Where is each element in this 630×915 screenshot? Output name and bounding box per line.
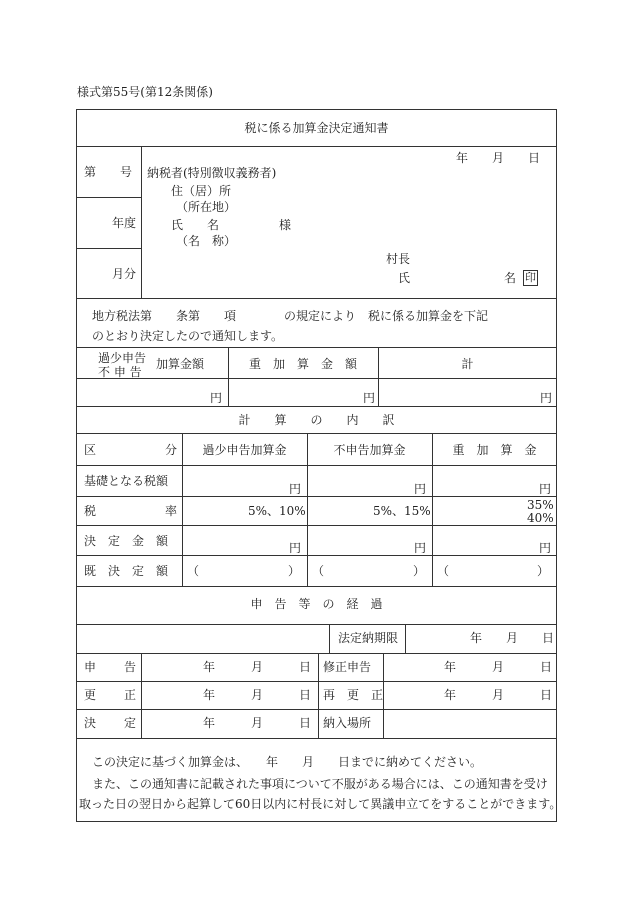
number-label: 第 号 bbox=[84, 165, 133, 179]
divider bbox=[141, 146, 142, 298]
re-correction-date: 年 月 日 bbox=[444, 688, 553, 702]
report-label-b: 告 bbox=[124, 660, 137, 674]
name-sub-label: （名 称） bbox=[176, 234, 237, 248]
correction-label-a: 更 bbox=[84, 688, 97, 702]
paren-open: （ bbox=[437, 564, 450, 578]
category-label-b: 分 bbox=[165, 443, 178, 457]
divider bbox=[76, 681, 557, 682]
seal-stamp: 印 bbox=[525, 271, 536, 284]
heavy-penalty-header: 重 加 算 金 bbox=[452, 443, 537, 457]
divider bbox=[76, 146, 557, 147]
divider bbox=[76, 496, 557, 497]
report-label-a: 申 bbox=[84, 660, 97, 674]
month-label: 月分 bbox=[112, 267, 137, 281]
yen-unit: 円 bbox=[289, 482, 302, 496]
divider bbox=[76, 347, 557, 348]
divider bbox=[378, 347, 379, 406]
rate-label-a: 税 bbox=[84, 504, 97, 518]
address-sub-label: （所在地） bbox=[176, 200, 237, 214]
fiscal-year-label: 年度 bbox=[112, 216, 137, 230]
non-report-penalty-header: 不申告加算金 bbox=[333, 443, 406, 457]
divider bbox=[76, 624, 557, 625]
divider bbox=[76, 525, 557, 526]
notice-line-2: のとおり決定したので通知します。 bbox=[92, 329, 284, 343]
paren-close: ） bbox=[288, 564, 301, 578]
decision-label-b: 定 bbox=[124, 716, 137, 730]
yen-unit: 円 bbox=[539, 482, 552, 496]
divider bbox=[76, 709, 557, 710]
name-label: 氏 名 bbox=[171, 218, 220, 232]
paren-open: （ bbox=[312, 564, 325, 578]
category-label-a: 区 bbox=[84, 443, 97, 457]
sign-mei-label: 名 bbox=[504, 271, 517, 285]
heavy-rate-1: 35% bbox=[527, 498, 554, 512]
notice-line-1: 地方税法第 条第 項 の規定により 税に係る加算金を下記 bbox=[92, 309, 489, 323]
footer-line-2: また、この通知書に記載された事項について不服がある場合には、この通知書を受け bbox=[92, 777, 548, 791]
total-label: 計 bbox=[461, 357, 474, 371]
breakdown-title: 計 算 の 内 訳 bbox=[238, 413, 395, 427]
address-label: 住（居）所 bbox=[171, 184, 232, 198]
divider bbox=[76, 298, 557, 299]
decision-date: 年 月 日 bbox=[203, 716, 312, 730]
rate-label-b: 率 bbox=[165, 504, 178, 518]
divider bbox=[76, 653, 557, 654]
form-title: 税に係る加算金決定通知書 bbox=[244, 121, 389, 135]
under-report-rate: 5%、10% bbox=[248, 504, 306, 518]
divider bbox=[76, 738, 557, 739]
paren-close: ） bbox=[537, 564, 550, 578]
amended-report-label: 修正申告 bbox=[323, 660, 372, 674]
divider bbox=[329, 624, 330, 653]
deadline-label: 法定納期限 bbox=[338, 631, 399, 645]
divider bbox=[383, 653, 384, 738]
sign-name-label: 氏 bbox=[398, 271, 411, 285]
yen-unit: 円 bbox=[414, 541, 427, 555]
divider bbox=[76, 465, 557, 466]
yen-unit: 円 bbox=[363, 391, 376, 405]
taxpayer-label: 納税者(特別徴収義務者) bbox=[147, 166, 277, 180]
non-report-label: 不 申 告 bbox=[98, 365, 142, 379]
yen-unit: 円 bbox=[210, 391, 223, 405]
history-title: 申 告 等 の 経 過 bbox=[250, 597, 383, 611]
divider bbox=[76, 406, 557, 407]
divider bbox=[76, 248, 141, 249]
yen-unit: 円 bbox=[540, 391, 553, 405]
payment-place-label: 納入場所 bbox=[323, 716, 372, 730]
amended-report-date: 年 月 日 bbox=[444, 660, 553, 674]
divider bbox=[405, 624, 406, 653]
correction-date: 年 月 日 bbox=[203, 688, 312, 702]
report-date: 年 月 日 bbox=[203, 660, 312, 674]
village-head-label: 村長 bbox=[386, 252, 411, 266]
divider bbox=[76, 555, 557, 556]
divider bbox=[141, 653, 142, 738]
heavy-penalty-amount-label: 重 加 算 金 額 bbox=[248, 357, 357, 371]
honorific: 様 bbox=[279, 218, 292, 232]
footer-line-1: この決定に基づく加算金は、 年 月 日までに納めてください。 bbox=[92, 755, 483, 769]
divider bbox=[76, 586, 557, 587]
issue-date: 年 月 日 bbox=[456, 151, 541, 165]
correction-label-b: 正 bbox=[124, 688, 137, 702]
yen-unit: 円 bbox=[414, 482, 427, 496]
re-correction-label: 再 更 正 bbox=[323, 688, 384, 702]
non-report-rate: 5%、15% bbox=[373, 504, 431, 518]
yen-unit: 円 bbox=[289, 541, 302, 555]
paren-open: （ bbox=[187, 564, 200, 578]
divider bbox=[318, 653, 319, 738]
decision-label-a: 決 bbox=[84, 716, 97, 730]
under-report-label: 過少申告 bbox=[98, 351, 147, 365]
decided-amount-label: 決 定 金 額 bbox=[84, 534, 169, 548]
heavy-rate-2: 40% bbox=[527, 511, 554, 525]
base-tax-label: 基礎となる税額 bbox=[84, 474, 169, 488]
footer-line-3: 取った日の翌日から起算して60日以内に村長に対して異議申立てをすることができます。 bbox=[79, 797, 562, 811]
yen-unit: 円 bbox=[539, 541, 552, 555]
divider bbox=[76, 378, 557, 379]
divider bbox=[228, 347, 229, 406]
paren-close: ） bbox=[413, 564, 426, 578]
existing-amount-label: 既 決 定 額 bbox=[84, 564, 169, 578]
divider bbox=[76, 197, 141, 198]
divider bbox=[76, 433, 557, 434]
penalty-amount-label: 加算金額 bbox=[156, 357, 205, 371]
form-number: 様式第55号(第12条関係) bbox=[77, 85, 213, 99]
under-report-penalty-header: 過少申告加算金 bbox=[202, 443, 287, 457]
deadline-date: 年 月 日 bbox=[470, 631, 555, 645]
